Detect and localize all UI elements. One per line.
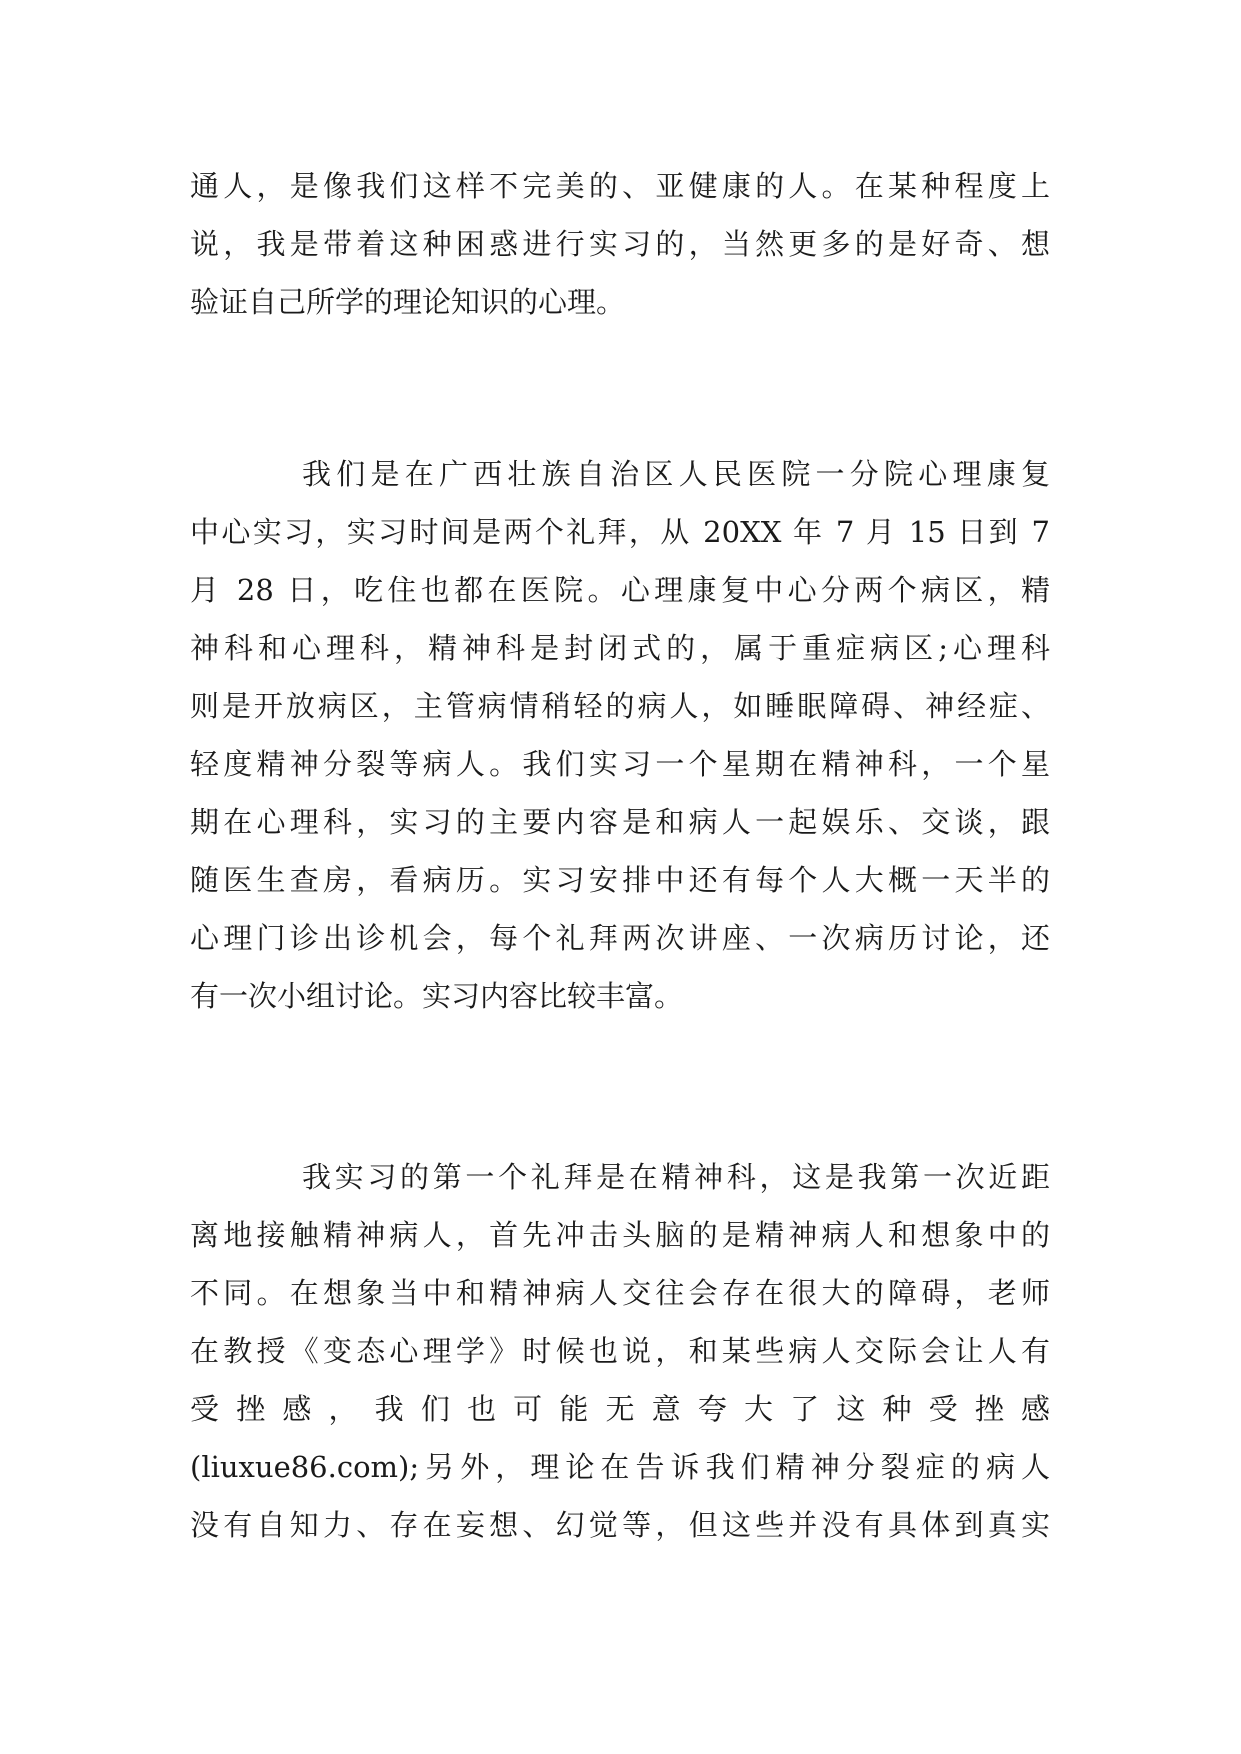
text-line: 期在心理科，实习的主要内容是和病人一起娱乐、交谈，跟	[190, 805, 1050, 839]
text-line: 在教授《变态心理学》时候也说，和某些病人交际会让人有	[190, 1334, 1050, 1368]
text-line: 月 28 日，吃住也都在医院。心理康复中心分两个病区，精	[190, 573, 1050, 607]
text-line: 离地接触精神病人，首先冲击头脑的是精神病人和想象中的	[190, 1218, 1050, 1252]
text-line: 受挫感，我们也可能无意夸大了这种受挫感	[190, 1392, 1050, 1426]
paragraph-2	[190, 445, 1050, 1025]
text-line: 不同。在想象当中和精神病人交往会存在很大的障碍，老师	[190, 1276, 1050, 1310]
text-line: (liuxue86.com);另外，理论在告诉我们精神分裂症的病人	[190, 1450, 1050, 1484]
text-line: 中心实习，实习时间是两个礼拜，从 20XX 年 7 月 15 日到 7	[190, 515, 1050, 549]
text-line: 轻度精神分裂等病人。我们实习一个星期在精神科，一个星	[190, 747, 1050, 781]
text-line: 随医生查房，看病历。实习安排中还有每个人大概一天半的	[190, 863, 1050, 897]
text-line: 我们是在广西壮族自治区人民医院一分院心理康复	[302, 457, 1050, 491]
text-line: 说，我是带着这种困惑进行实习的，当然更多的是好奇、想	[190, 227, 1050, 261]
text-line: 心理门诊出诊机会，每个礼拜两次讲座、一次病历讨论，还	[190, 921, 1050, 955]
text-line: 有一次小组讨论。实习内容比较丰富。	[190, 979, 684, 1013]
paragraph-1	[190, 157, 1050, 331]
text-line: 神科和心理科，精神科是封闭式的，属于重症病区;心理科	[190, 631, 1050, 665]
paragraph-3	[190, 1148, 1050, 1554]
text-line: 没有自知力、存在妄想、幻觉等，但这些并没有具体到真实	[190, 1508, 1050, 1542]
text-line: 则是开放病区，主管病情稍轻的病人，如睡眠障碍、神经症、	[190, 689, 1050, 723]
text-line: 验证自己所学的理论知识的心理。	[190, 285, 626, 319]
text-line: 我实习的第一个礼拜是在精神科，这是我第一次近距	[302, 1160, 1050, 1194]
text-line: 通人，是像我们这样不完美的、亚健康的人。在某种程度上	[190, 169, 1050, 203]
